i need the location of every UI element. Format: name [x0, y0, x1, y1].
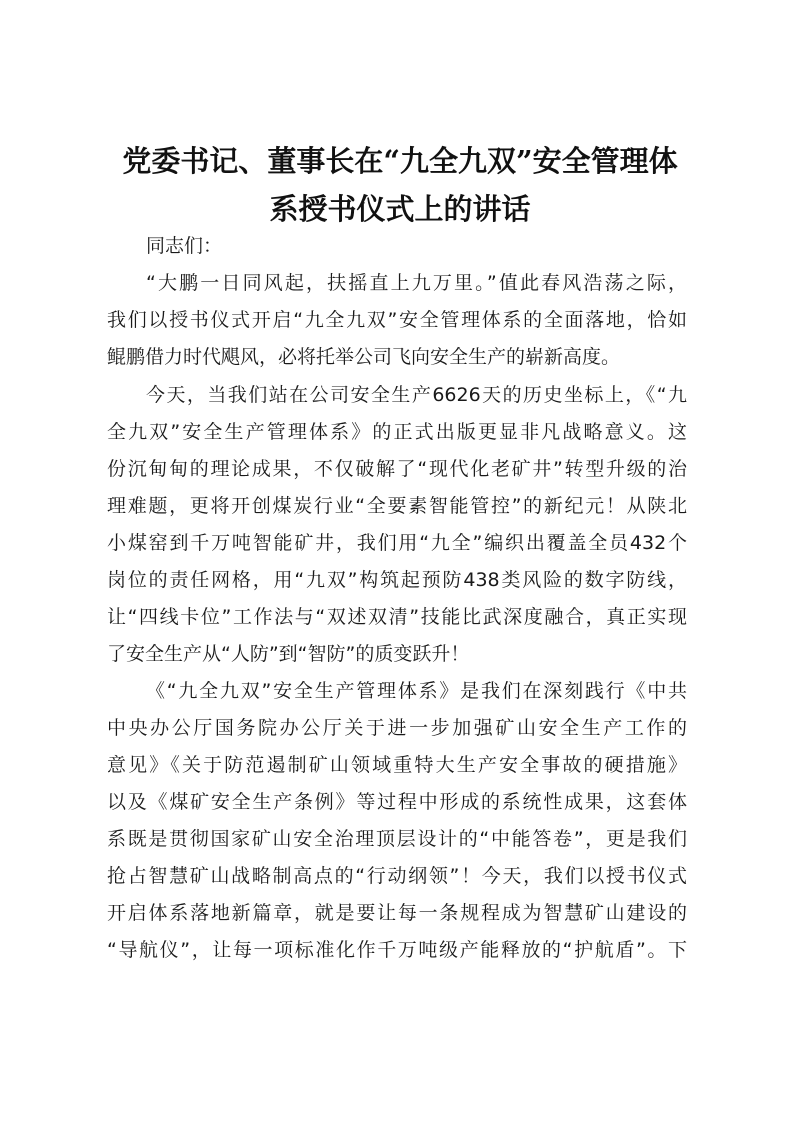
paragraph-line: 鲲鹏借力时代飓风，必将托举公司飞向安全生产的崭新高度。	[107, 346, 621, 368]
document-title-line-1: 党委书记、董事长在“九全九双”安全管理体	[122, 144, 678, 178]
paragraph-line: 《“九全九双”安全生产管理体系》是我们在深刻践行《中共	[146, 680, 687, 702]
salutation: 同志们：	[146, 235, 223, 257]
paragraph-line: 份沉甸甸的理论成果，不仅破解了“现代化老矿井”转型升级的治	[107, 458, 687, 480]
paragraph-line: 抢占智慧矿山战略制高点的“行动纲领”！今天，我们以授书仪式	[107, 865, 687, 887]
paragraph-line: “导航仪”，让每一项标准化作千万吨级产能释放的“护航盾”。下	[107, 939, 687, 961]
paragraph-line: 中央办公厅国务院办公厅关于进一步加强矿山安全生产工作的	[107, 717, 687, 739]
paragraph-line: 岗位的责任网格，用“九双”构筑起预防438类风险的数字防线，	[107, 569, 687, 591]
paragraph-line: 让“四线卡位”工作法与“双述双清”技能比武深度融合，真正实现	[107, 606, 687, 628]
document-title-line-2: 系授书仪式上的讲话	[269, 192, 531, 226]
paragraph-line: 全九双”安全生产管理体系》的正式出版更显非凡战略意义。这	[107, 421, 687, 443]
paragraph-line: 了安全生产从“人防”到“智防”的质变跃升！	[107, 643, 470, 665]
paragraph-line: 小煤窑到千万吨智能矿井，我们用“九全”编织出覆盖全员432个	[107, 532, 687, 554]
paragraph-line: 开启体系落地新篇章，就是要让每一条规程成为智慧矿山建设的	[107, 902, 687, 924]
paragraph-line: 今天，当我们站在公司安全生产6626天的历史坐标上，《“九	[146, 384, 687, 406]
paragraph-line: 理难题，更将开创煤炭行业“全要素智能管控”的新纪元！从陕北	[107, 495, 687, 517]
paragraph-line: 系既是贯彻国家矿山安全治理顶层设计的“中能答卷”，更是我们	[107, 828, 687, 850]
paragraph-line: 意见》《关于防范遏制矿山领域重特大生产安全事故的硬措施》	[107, 754, 687, 776]
paragraph-line: 我们以授书仪式开启“九全九双”安全管理体系的全面落地，恰如	[107, 309, 687, 331]
paragraph-line: “大鹏一日同风起，扶摇直上九万里。”值此春风浩荡之际，	[146, 272, 687, 294]
paragraph-line: 以及《煤矿安全生产条例》等过程中形成的系统性成果，这套体	[107, 791, 687, 813]
